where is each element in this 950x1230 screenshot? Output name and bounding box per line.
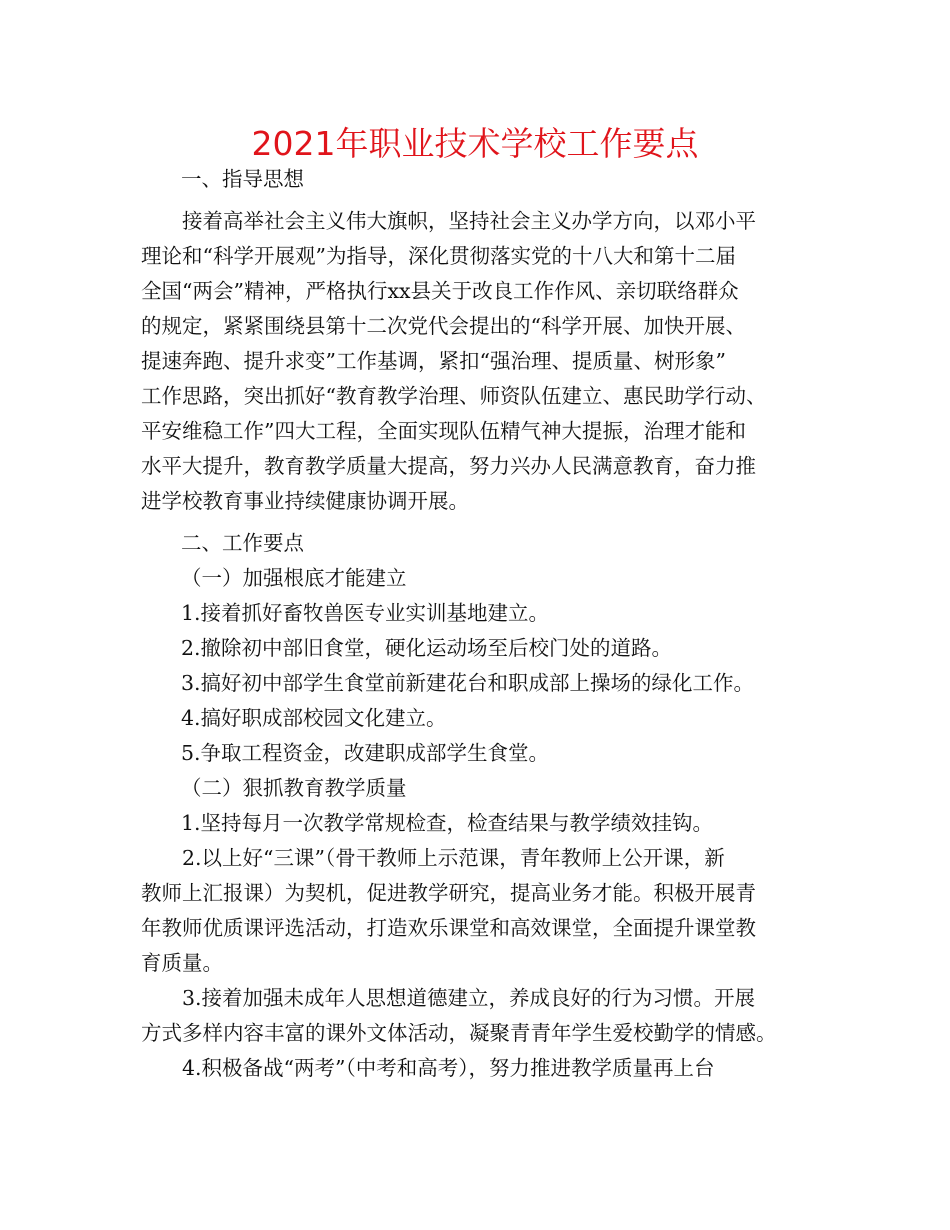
paragraph-line: 水平大提升，教育教学质量大提高，努力兴办人民满意教育，奋力推 (141, 454, 756, 478)
list-item: 5.争取工程资金，改建职成部学生食堂。 (181, 741, 550, 765)
section-heading-1: 一、指导思想 (181, 167, 304, 191)
list-item: 1.接着抓好畜牧兽医专业实训基地建立。 (181, 601, 550, 625)
paragraph-line: 平安维稳工作”四大工程，全面实现队伍精气神大提振，治理才能和 (141, 419, 746, 443)
subsection-heading-1: （一）加强根底才能建立 (181, 566, 407, 590)
paragraph-line: 理论和“科学开展观”为指导，深化贯彻落实党的十八大和第十二届 (141, 244, 736, 268)
paragraph-line: 教师上汇报课）为契机，促进教学研究，提高业务才能。积极开展青 (141, 881, 756, 905)
paragraph-line: 育质量。 (141, 951, 223, 975)
document-title: 2021年职业技术学校工作要点 (251, 124, 699, 163)
paragraph-line: 年教师优质课评选活动，打造欢乐课堂和高效课堂，全面提升课堂教 (141, 916, 756, 940)
paragraph-line: 方式多样内容丰富的课外文体活动，凝聚青青年学生爱校勤学的情感。 (141, 1021, 777, 1045)
document-body (141, 162, 821, 1086)
subsection-heading-2: （二）狠抓教育教学质量 (181, 776, 407, 800)
paragraph-line: 接着高举社会主义伟大旗帜，坚持社会主义办学方向，以邓小平 (182, 209, 756, 233)
list-item: 3.搞好初中部学生食堂前新建花台和职成部上操场的绿化工作。 (181, 671, 755, 695)
paragraph-line: 工作思路，突出抓好“教育教学治理、师资队伍建立、惠民助学行动、 (141, 384, 767, 408)
paragraph-line: 全国“两会”精神，严格执行xx县关于改良工作作风、亲切联络群众 (141, 279, 739, 303)
section-heading-2: 二、工作要点 (181, 531, 304, 555)
list-item: 3.接着加强未成年人思想道德建立，养成良好的行为习惯。开展 (182, 986, 756, 1010)
list-item: 2.以上好“三课”（骨干教师上示范课，青年教师上公开课，新 (182, 846, 725, 870)
list-item: 2.撤除初中部旧食堂，硬化运动场至后校门处的道路。 (181, 636, 673, 660)
paragraph-line: 进学校教育事业持续健康协调开展。 (141, 489, 469, 513)
list-item: 4.积极备战“两考”（中考和高考），努力推进教学质量再上台 (182, 1056, 715, 1080)
list-item: 4.搞好职成部校园文化建立。 (181, 706, 447, 730)
paragraph-line: 提速奔跑、提升求变”工作基调，紧扣“强治理、提质量、树形象” (141, 349, 726, 373)
list-item: 1.坚持每月一次教学常规检查，检查结果与教学绩效挂钩。 (181, 811, 714, 835)
paragraph-line: 的规定，紧紧围绕县第十二次党代会提出的“科学开展、加快开展、 (141, 314, 746, 338)
